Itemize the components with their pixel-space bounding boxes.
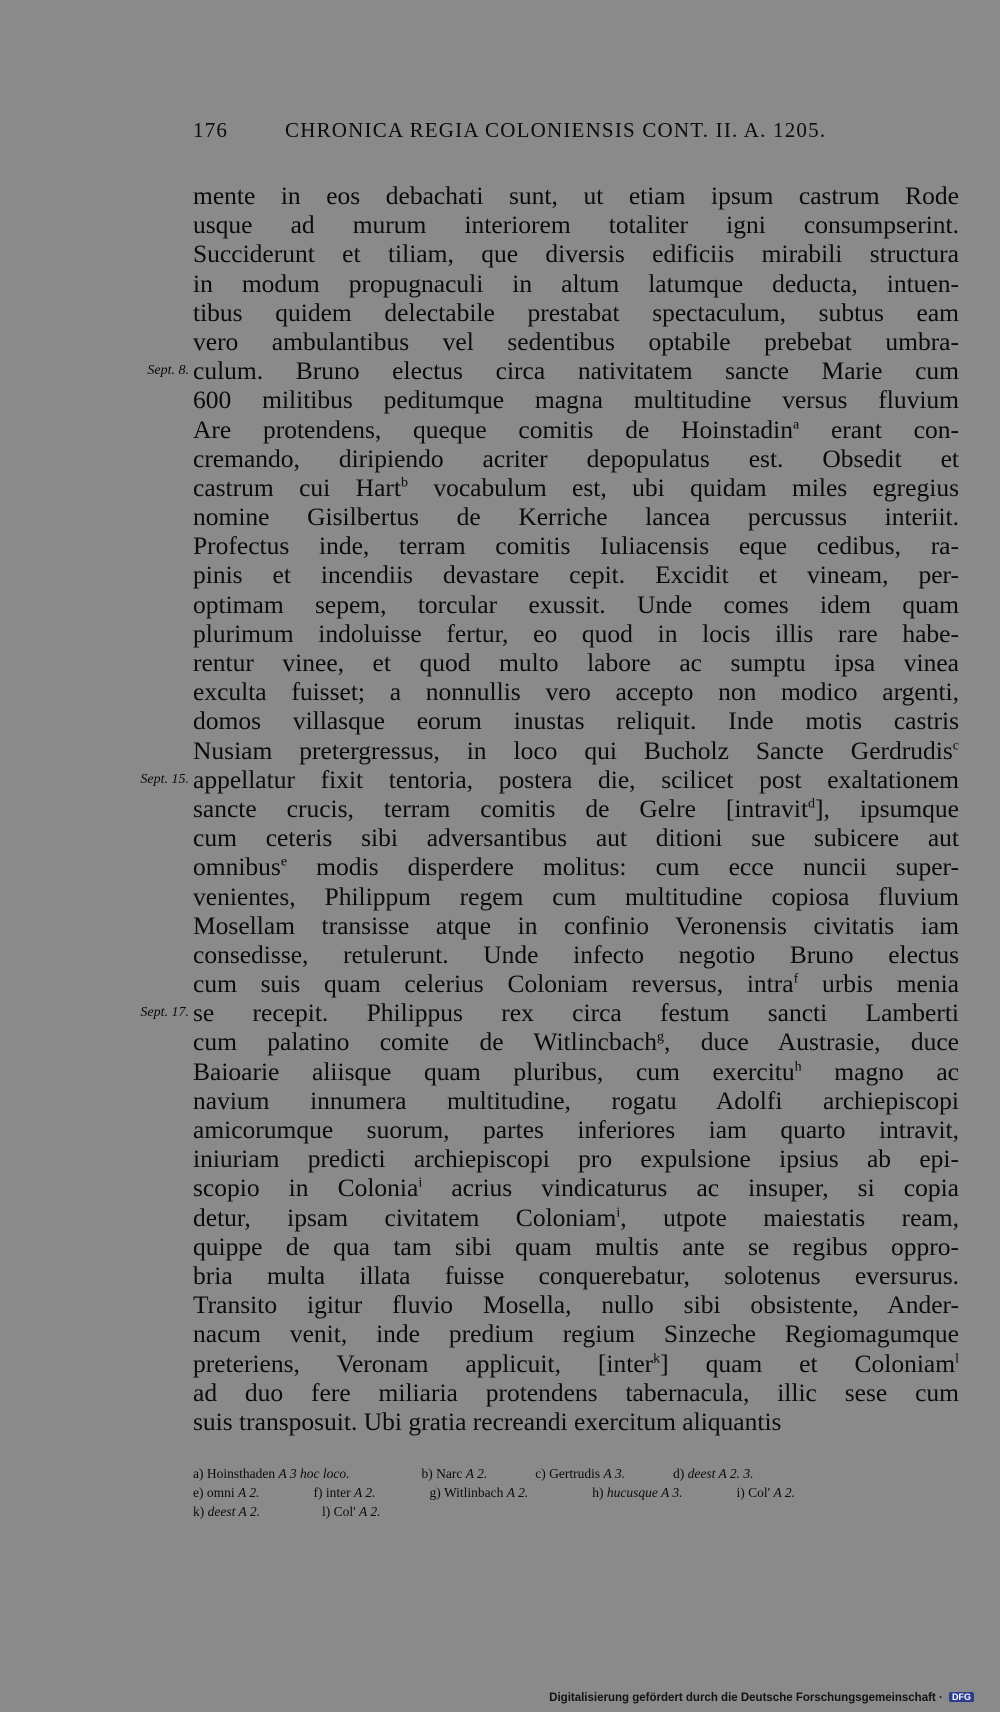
line-text: mente in eos debachati sunt, ut etiam ipsum castrum Rode [193, 181, 959, 210]
line-text-after: vocabulum est, ubi quidam miles egregius [407, 472, 960, 502]
text-line [193, 1349, 959, 1378]
footnote-marker: f [793, 971, 799, 987]
line-text: Succiderunt et tiliam, que diversis edificiis mirabili structura [193, 239, 959, 269]
line-text: rentur vinee, et quod multo labore ac sumptu ipsa vinea [193, 648, 959, 677]
footnote [322, 1502, 380, 1521]
text-line [140, 764, 959, 794]
footnote [535, 1464, 625, 1483]
line-text: nomine Gisilbertus de Kerriche lancea percussus interiit. [193, 502, 959, 532]
footnote-marker: b [400, 475, 408, 491]
text-line [193, 1232, 959, 1261]
credit-text: Digitalisierung gefördert durch die Deutsche Forschungsgemeinschaft [549, 1692, 936, 1704]
text-line [193, 1319, 959, 1348]
line-text-after: ] quam et Coloniam [660, 1348, 956, 1378]
footnote-mark: g) [429, 1485, 441, 1500]
footnote-mark: f) [313, 1485, 323, 1500]
footnote-mark: b) [421, 1466, 433, 1481]
line-text-after: modis disperdere molitus: cum ecce nuncii super- [287, 852, 959, 882]
footnote [193, 1502, 260, 1521]
line-text: Mosellam transisse atque in confinio Veronensis civitatis iam [193, 910, 959, 940]
footnote-rest: hoc loco. [300, 1466, 350, 1481]
line-text: scopio in Colonia [193, 1173, 419, 1203]
line-text: cum palatino comite de Witlincbach [193, 1027, 658, 1057]
line-text: cremando, diripiendo acriter depopulatus est. Obsedit et [193, 443, 959, 473]
footnote-text: omni [206, 1485, 235, 1500]
footnote-row [193, 1464, 959, 1483]
footnote-mark: c) [535, 1466, 546, 1481]
line-text-after: ], ipsumque [815, 793, 959, 823]
footnote-sigla: A 2. [354, 1485, 376, 1500]
line-text: Baioarie aliisque quam pluribus, cum exercitu [193, 1056, 795, 1086]
line-text: Transito igitur fluvio Mosella, nullo sibi obsistente, Ander- [193, 1290, 959, 1320]
text-line [193, 473, 959, 502]
footnote-sigla: A 3 [278, 1466, 297, 1481]
line-text: navium innumera multitudine, rogatu Adolfi archiepiscopi [193, 1085, 959, 1115]
text-line [193, 1261, 959, 1290]
footnote [737, 1483, 795, 1502]
text-line [193, 590, 959, 619]
footnote-marker: i [418, 1175, 423, 1191]
text-line [193, 327, 959, 356]
text-line [193, 239, 959, 268]
text-line [193, 560, 959, 589]
line-text: 600 militibus peditumque magna multitudine versus fluvium [193, 385, 959, 415]
text-line [193, 1173, 959, 1202]
line-text: se recepit. Philippus rex circa festum sancti Lamberti [193, 998, 959, 1028]
line-text: detur, ipsam civitatem Coloniam [193, 1202, 617, 1232]
margin-date: Sept. 15. [140, 771, 189, 787]
line-text: domos villasque eorum inustas reliquit. Inde motis castris [193, 706, 959, 736]
text-line [193, 706, 959, 735]
text-line [193, 415, 959, 444]
footnote [193, 1464, 350, 1483]
text-line [193, 736, 959, 765]
footnote-text: Col' [748, 1485, 771, 1500]
footnote-mark: e) [193, 1485, 204, 1500]
line-text: amicorumque suorum, partes inferiores iam quarto intravit, [193, 1115, 959, 1144]
footnote-sigla: A 2. [358, 1504, 381, 1519]
text-line [193, 1057, 959, 1086]
footnote [673, 1464, 754, 1483]
text-line [193, 1144, 959, 1173]
line-text: castrum cui Hart [193, 472, 401, 502]
text-line [193, 1290, 959, 1319]
text-line [193, 882, 959, 911]
text-line [193, 677, 959, 706]
footnote-marker: g [657, 1029, 665, 1045]
footnote [314, 1483, 376, 1502]
line-text: appellatur fixit tentoria, postera die, scilicet post exaltationem [193, 764, 959, 794]
line-text-after: , duce Austrasie, duce [664, 1027, 959, 1057]
digitization-credit [549, 1692, 974, 1704]
line-text: tibus quidem delectabile prestabat spectaculum, subtus eam [193, 297, 959, 327]
footnote-sigla: hucusque A 3. [606, 1485, 683, 1500]
line-text-after: urbis menia [798, 969, 959, 999]
line-text: cum suis quam celerius Coloniam reversus, intra [193, 969, 794, 999]
footnote-mark: l) [322, 1504, 331, 1519]
text-line [193, 298, 959, 327]
footnote-text: Narc [436, 1466, 463, 1481]
footnote-mark: h) [592, 1485, 604, 1500]
text-line [140, 998, 959, 1028]
footnote-mark: a) [193, 1466, 204, 1481]
page-number: 176 [193, 118, 229, 142]
text-line [193, 1378, 959, 1407]
running-title: CHRONICA REGIA COLONIENSIS CONT. II. A. 1205. [285, 118, 827, 142]
footnote-marker: l [955, 1351, 959, 1366]
line-text: nacum venit, inde predium regium Sinzeche Regiomagumque [193, 1319, 959, 1349]
line-text: ad duo fere miliaria protendens tabernacula, illic sese cum [193, 1377, 959, 1407]
line-text: cum ceteris sibi adversantibus aut ditioni sue subicere aut [193, 823, 959, 853]
footnote-sigla: A 2. [773, 1485, 795, 1500]
footnote-sigla: deest A 2. [207, 1504, 260, 1519]
footnote-sigla: A 2. [506, 1485, 529, 1500]
footnote-sigla: A 2. [465, 1466, 488, 1481]
text-line [193, 385, 959, 414]
line-text: sancte crucis, terram comitis de Gelre [intravit [193, 793, 809, 823]
line-text: Are protendens, queque comitis de Hoinstadin [193, 414, 793, 444]
text-line [193, 210, 959, 239]
footnote [422, 1464, 488, 1483]
line-text: consedisse, retulerunt. Unde infecto negotio Bruno electus [193, 939, 959, 969]
footnote-mark: i) [736, 1485, 745, 1500]
line-text: vero ambulantibus vel sedentibus optabile prebebat umbra- [193, 326, 959, 356]
footnote-text: Col' [333, 1504, 356, 1519]
text-line [193, 911, 959, 940]
line-text: usque ad murum interiorem totaliter igni consumpserint. [193, 210, 959, 240]
margin-date: Sept. 8. [147, 363, 189, 379]
footnote [592, 1483, 682, 1502]
line-text: quippe de qua tam sibi quam multis ante se regibus oppro- [193, 1231, 959, 1261]
footnotes [193, 1464, 959, 1521]
footnote [193, 1483, 260, 1502]
footnote-sigla: A 2. [238, 1485, 260, 1500]
footnote-mark: k) [193, 1504, 205, 1519]
line-text: culum. Bruno electus circa nativitatem sancte Marie cum [193, 356, 959, 386]
text-line [193, 940, 959, 969]
line-text: venientes, Philippum regem cum multitudine copiosa fluvium [193, 881, 959, 911]
line-text: omnibus [193, 852, 281, 882]
line-text: Profectus inde, terram comitis Iuliacensis eque cedibus, ra- [193, 531, 959, 561]
line-text: preteriens, Veronam applicuit, [inter [193, 1348, 654, 1378]
line-text: optimam sepem, torcular exussit. Unde comes idem quam [193, 589, 959, 619]
footnote-text: Hoinsthaden [206, 1466, 276, 1481]
line-text-after: acrius vindicaturus ac insuper, si copia [422, 1173, 959, 1203]
footnote-row [193, 1483, 959, 1502]
footnote-sigla: deest A 2. 3. [687, 1466, 754, 1481]
text-line [193, 619, 959, 648]
text-line [193, 1203, 959, 1232]
footnote-sigla: A 3. [603, 1466, 626, 1481]
footnote-marker: i [616, 1205, 621, 1221]
text-line [147, 356, 959, 386]
margin-date: Sept. 17. [140, 1005, 189, 1021]
text-line [193, 1115, 959, 1144]
text-line [193, 1086, 959, 1115]
chronicle-text [140, 181, 960, 1436]
footnote-text: Gertrudis [549, 1466, 601, 1481]
footnote-text: Witlinbach [443, 1485, 504, 1500]
text-line [193, 1027, 959, 1056]
footnote-marker: k [653, 1351, 661, 1366]
footnote-marker: a [792, 417, 800, 432]
footnote-marker: d [808, 796, 816, 812]
line-text-after: erant con- [799, 414, 959, 444]
footnote-text: inter [325, 1485, 351, 1500]
text-line [193, 1407, 959, 1436]
text-line [193, 648, 959, 677]
running-header [193, 118, 915, 143]
text-line [193, 794, 959, 823]
text-line [193, 823, 959, 852]
dfg-logo: DFG [949, 1692, 974, 1702]
text-line [193, 502, 959, 531]
footnote [430, 1483, 529, 1502]
footnote-row [193, 1502, 959, 1521]
line-text: bria multa illata fuisse conquerebatur, solotenus eversurus. [193, 1260, 959, 1290]
text-line [193, 269, 959, 298]
line-text: iniuriam predicti archiepiscopi pro expulsione ipsius ab epi- [193, 1144, 959, 1174]
text-line [193, 531, 959, 560]
line-text: plurimum indoluisse fertur, eo quod in locis illis rare habe- [193, 618, 959, 648]
line-text-after: , utpote maiestatis ream, [620, 1202, 959, 1232]
line-text: exculta fuisset; a nonnullis vero accepto non modico argenti, [193, 677, 959, 707]
footnote-mark: d) [673, 1466, 685, 1481]
text-line [193, 181, 959, 210]
text-line [193, 852, 959, 881]
separator: · [935, 1692, 946, 1704]
text-line [193, 444, 959, 473]
line-text: suis transposuit. Ubi gratia recreandi exercitum aliquantis [193, 1406, 782, 1436]
footnote-marker: h [794, 1059, 802, 1075]
line-text: in modum propugnaculi in altum latumque deducta, intuen- [193, 268, 959, 298]
footnote-marker: e [280, 854, 288, 870]
line-text-after: magno ac [801, 1056, 959, 1086]
text-line [193, 969, 959, 998]
footnote-marker: c [952, 738, 959, 754]
line-text: Nusiam pretergressus, in loco qui Bucholz Sancte Gerdrudis [193, 735, 953, 765]
line-text: pinis et incendiis devastare cepit. Excidit et vineam, per- [193, 560, 959, 590]
